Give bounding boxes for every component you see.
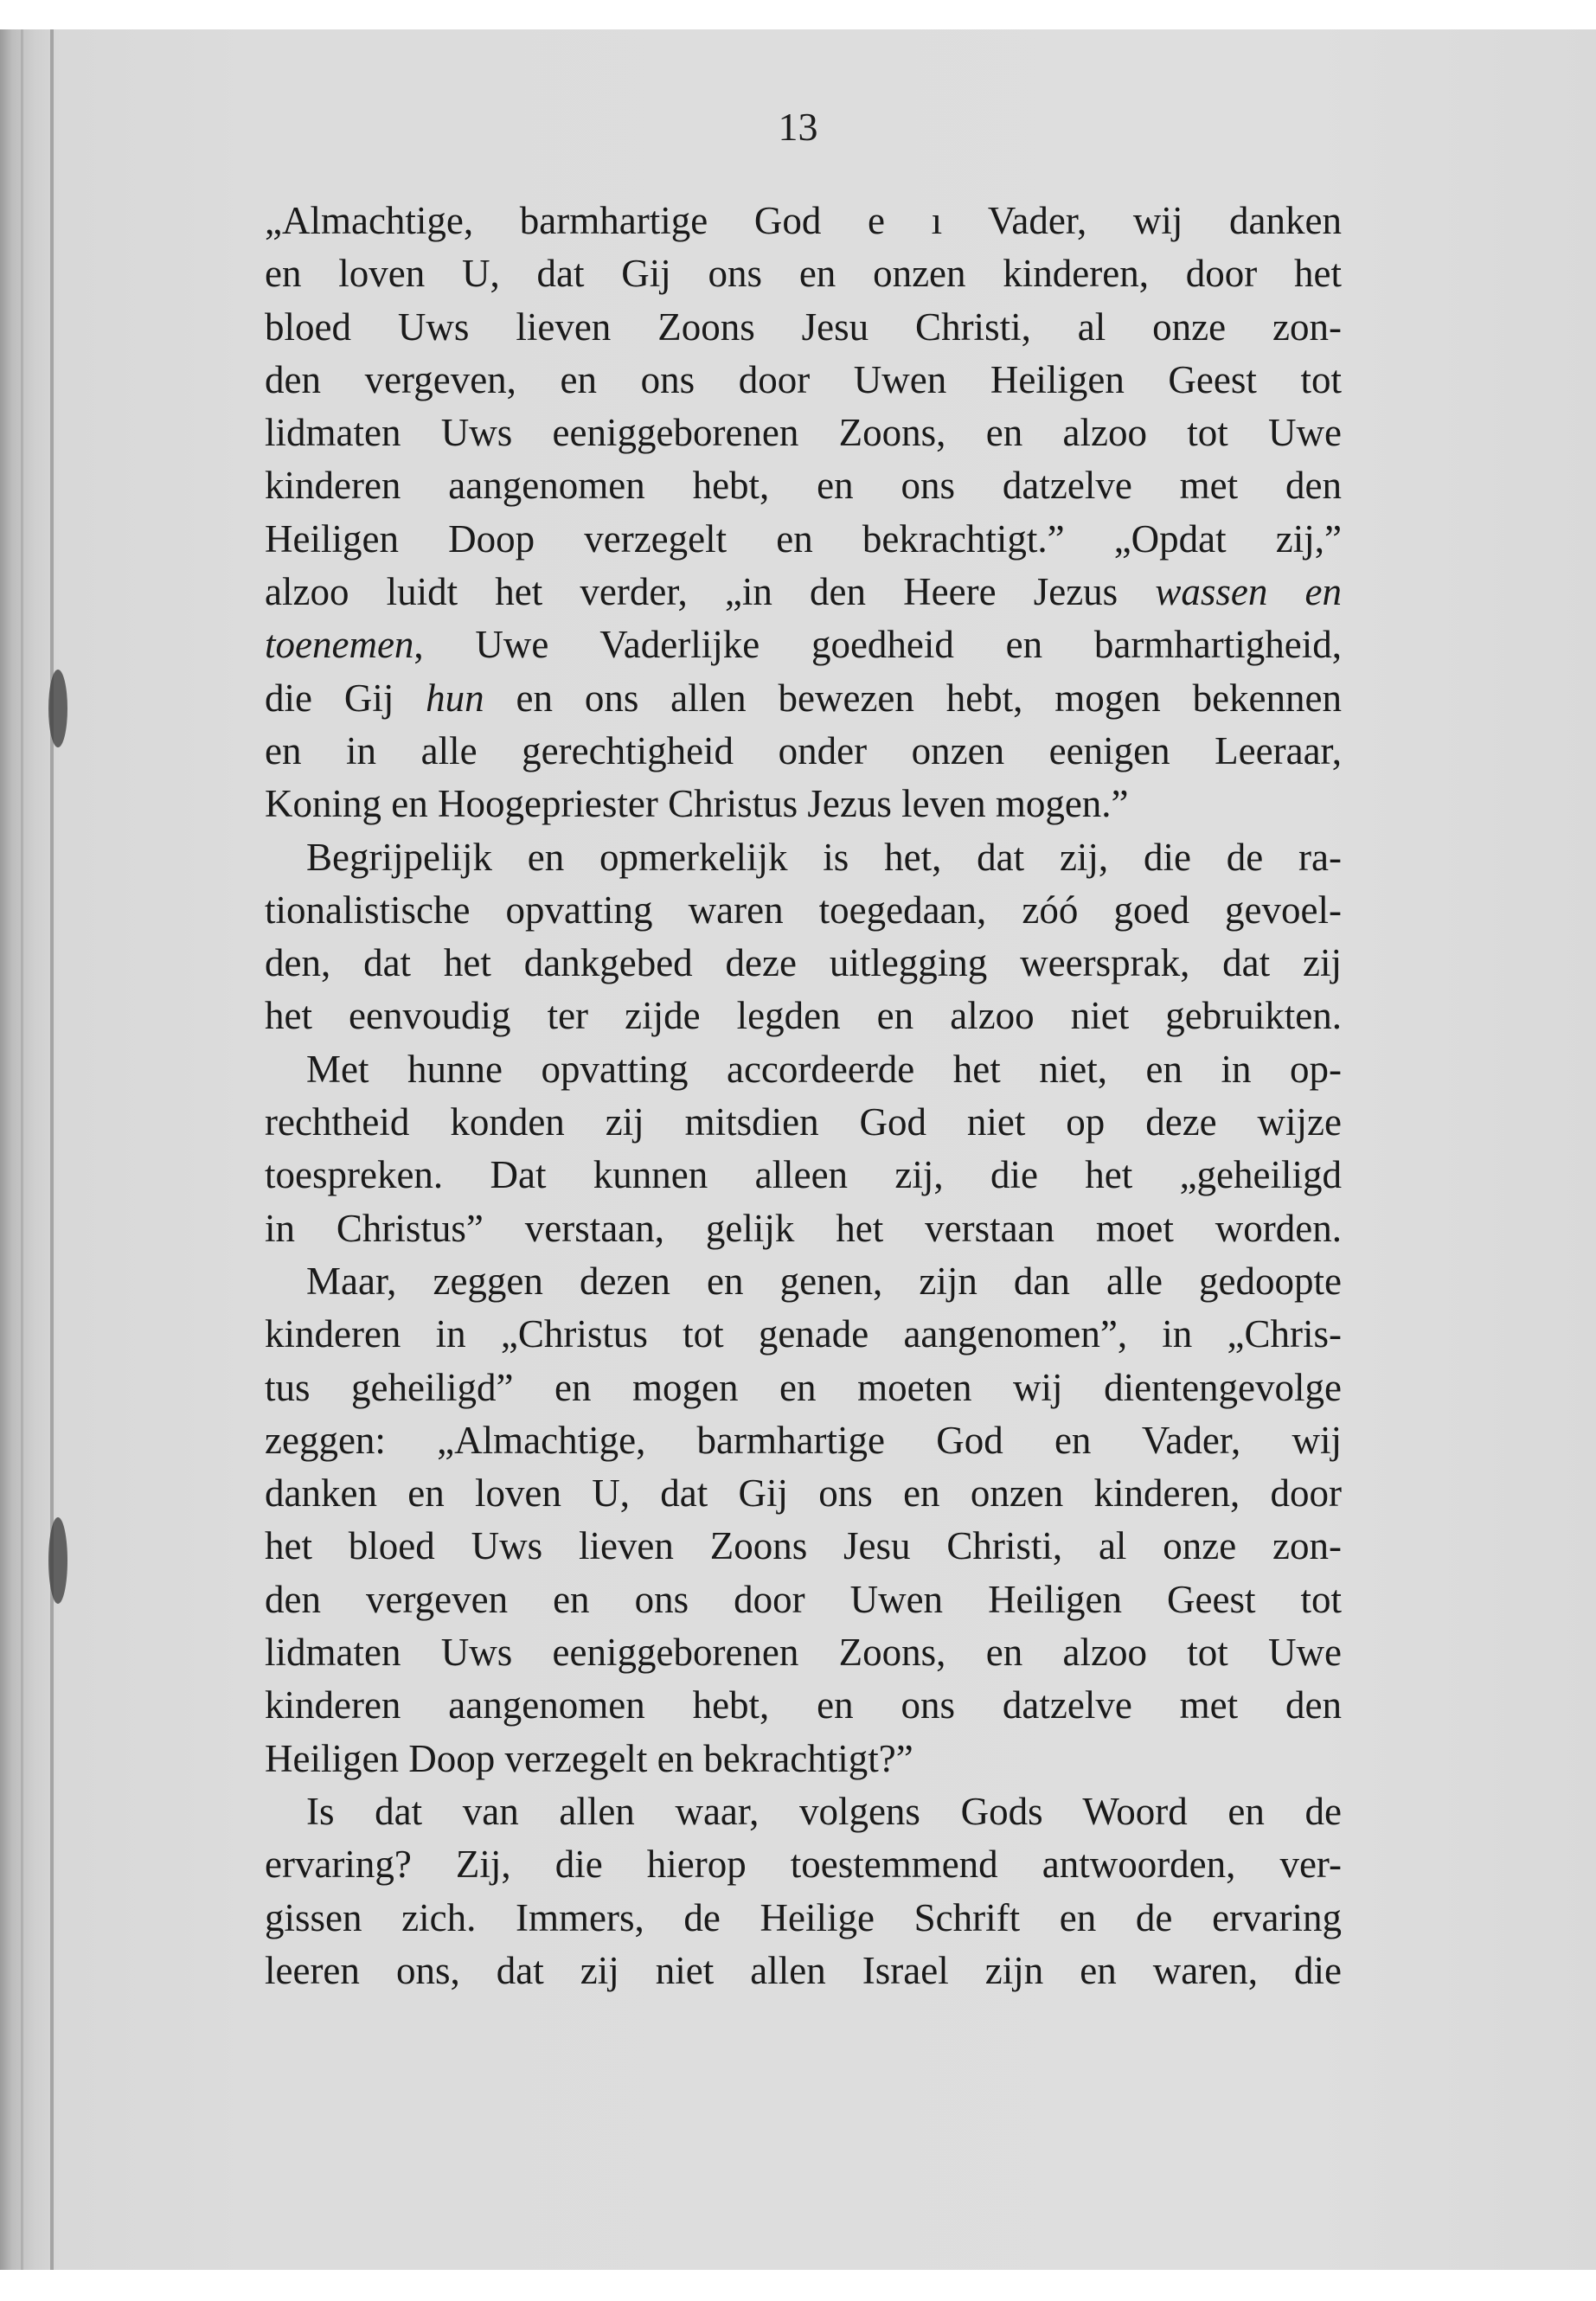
text-line: bloed Uws lieven Zoons Jesu Christi, al onze zon- (265, 304, 1342, 349)
text-line: Begrijpelijk en opmerkelijk is het, dat zij, die de ra- (306, 835, 1342, 879)
text-line: kinderen aangenomen hebt, en ons datzelve met den (265, 464, 1342, 508)
italic-segment: hun (426, 676, 484, 720)
text-line: Heiligen Doop verzegelt en bekrachtigt.” „Opdat zij,” (265, 516, 1342, 561)
text-line: toespreken. Dat kunnen alleen zij, die het „geheiligd (265, 1153, 1342, 1197)
text-line: tus geheiligd” en mogen en moeten wij dientengevolge (265, 1365, 1342, 1409)
text-line: het eenvoudig ter zijde legden en alzoo niet gebruikten. (265, 994, 1342, 1038)
binding-hole (48, 1517, 67, 1604)
binding-hole (48, 670, 67, 747)
text-line: danken en loven U, dat Gij ons en onzen kinderen, door (265, 1471, 1342, 1516)
text-line: den, dat het dankgebed deze uitlegging weersprak, dat zij (265, 941, 1342, 985)
page-number: 13 (778, 105, 818, 149)
text-line: gissen zich. Immers, de Heilige Schrift en de ervaring (265, 1895, 1342, 1939)
binding-edge-shadow (50, 29, 54, 2270)
binding-edge (21, 29, 23, 2270)
text-line: kinderen in „Christus tot genade aangenomen”, in „Chris- (265, 1312, 1342, 1356)
text-line: het bloed Uws lieven Zoons Jesu Christi, al onze zon- (265, 1524, 1342, 1568)
text-segment: die Gij (265, 676, 426, 720)
text-line: en in alle gerechtigheid onder onzen eenigen Leeraar, (265, 728, 1342, 772)
text-line: Heiligen Doop verzegelt en bekrachtigt?” (265, 1736, 913, 1780)
text-line: Met hunne opvatting accordeerde het niet, en in op- (306, 1047, 1342, 1091)
text-line: den vergeven, en ons door Uwen Heiligen Geest tot (265, 357, 1342, 401)
text-line: Koning en Hoogepriester Christus Jezus leven mogen.” (265, 782, 1129, 826)
italic-segment: toenemen (265, 623, 414, 667)
text-line: den vergeven en ons door Uwen Heiligen Geest tot (265, 1577, 1342, 1621)
text-line: lidmaten Uws eeniggeborenen Zoons, en alzoo tot Uwe (265, 411, 1342, 455)
text-line: kinderen aangenomen hebt, en ons datzelve met den (265, 1683, 1342, 1727)
text-line: tionalistische opvatting waren toegedaan, zóó goed gevoel- (265, 888, 1342, 932)
italic-segment: wassen en (1155, 570, 1342, 614)
text-line: zeggen: „Almachtige, barmhartige God en Vader, wij (265, 1418, 1342, 1462)
text-line: Maar, zeggen dezen en genen, zijn dan alle gedoopte (306, 1259, 1342, 1303)
text-line: in Christus” verstaan, gelijk het verstaan moet worden. (265, 1206, 1342, 1250)
text-line: ervaring? Zij, die hierop toestemmend antwoorden, ver- (265, 1843, 1342, 1887)
text-line (265, 619, 1342, 671)
text-line: rechtheid konden zij mitsdien God niet op deze wijze (265, 1100, 1342, 1144)
text-line: leeren ons, dat zij niet allen Israel zijn en waren, die (265, 1948, 1342, 1992)
text-line: „Almachtige, barmhartige God e ı Vader, wij danken (265, 199, 1342, 242)
text-segment: alzoo luidt het verder, „in den Heere Jezus (265, 570, 1156, 614)
text-line: Is dat van allen waar, volgens Gods Woord en de (306, 1789, 1342, 1833)
text-line (265, 566, 1342, 619)
text-segment: en ons allen bewezen hebt, mogen bekennen (484, 676, 1343, 720)
text-line: lidmaten Uws eeniggeborenen Zoons, en alzoo tot Uwe (265, 1631, 1342, 1675)
text-segment: , Uwe Vaderlijke goedheid en barmhartigheid, (413, 623, 1342, 667)
text-line: en loven U, dat Gij ons en onzen kinderen, door het (265, 252, 1342, 296)
body-text (265, 195, 1342, 1997)
text-line (265, 672, 1342, 725)
